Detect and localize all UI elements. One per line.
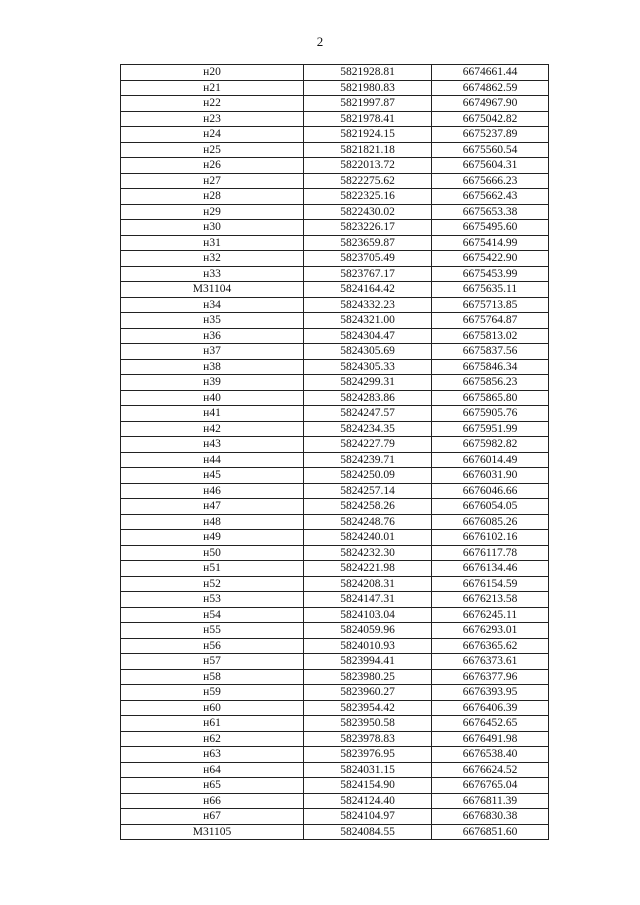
y-coordinate-cell: 6676491.98: [432, 731, 549, 747]
x-coordinate-cell: 5824305.69: [304, 344, 432, 360]
y-coordinate-cell: 6675414.99: [432, 235, 549, 251]
point-name-cell: н47: [121, 499, 304, 515]
table-row: [121, 421, 549, 437]
point-name-cell: н34: [121, 297, 304, 313]
y-coordinate-cell: 6676154.59: [432, 576, 549, 592]
page-number: 2: [316, 34, 324, 49]
table-row: [121, 793, 549, 809]
point-name-cell: н58: [121, 669, 304, 685]
y-coordinate-cell: 6676811.39: [432, 793, 549, 809]
point-name-cell: н29: [121, 204, 304, 220]
point-name-cell: н53: [121, 592, 304, 608]
x-coordinate-cell: 5821924.15: [304, 127, 432, 143]
point-name-cell: н49: [121, 530, 304, 546]
point-name-cell: н57: [121, 654, 304, 670]
x-coordinate-cell: 5824084.55: [304, 824, 432, 840]
y-coordinate-cell: 6675422.90: [432, 251, 549, 267]
x-coordinate-cell: 5824234.35: [304, 421, 432, 437]
y-coordinate-cell: 6675453.99: [432, 266, 549, 282]
table-row: [121, 390, 549, 406]
table-row: [121, 282, 549, 298]
y-coordinate-cell: 6675813.02: [432, 328, 549, 344]
table-row: [121, 561, 549, 577]
x-coordinate-cell: 5824232.30: [304, 545, 432, 561]
x-coordinate-cell: 5823978.83: [304, 731, 432, 747]
x-coordinate-cell: 5821978.41: [304, 111, 432, 127]
y-coordinate-cell: 6675951.99: [432, 421, 549, 437]
y-coordinate-cell: 6675837.56: [432, 344, 549, 360]
point-name-cell: н31: [121, 235, 304, 251]
y-coordinate-cell: 6676031.90: [432, 468, 549, 484]
table-row: [121, 375, 549, 391]
table-row: [121, 824, 549, 840]
table-row: [121, 142, 549, 158]
y-coordinate-cell: 6676851.60: [432, 824, 549, 840]
point-name-cell: н48: [121, 514, 304, 530]
table-row: [121, 731, 549, 747]
x-coordinate-cell: 5824031.15: [304, 762, 432, 778]
point-name-cell: н52: [121, 576, 304, 592]
table-row: [121, 158, 549, 174]
table-row: [121, 685, 549, 701]
x-coordinate-cell: 5824247.57: [304, 406, 432, 422]
table-row: [121, 173, 549, 189]
table-row: [121, 80, 549, 96]
y-coordinate-cell: 6674661.44: [432, 65, 549, 81]
x-coordinate-cell: 5823954.42: [304, 700, 432, 716]
point-name-cell: н44: [121, 452, 304, 468]
x-coordinate-cell: 5823705.49: [304, 251, 432, 267]
x-coordinate-cell: 5824305.33: [304, 359, 432, 375]
point-name-cell: н32: [121, 251, 304, 267]
table-row: [121, 344, 549, 360]
point-name-cell: н63: [121, 747, 304, 763]
y-coordinate-cell: 6676245.11: [432, 607, 549, 623]
point-name-cell: н59: [121, 685, 304, 701]
point-name-cell: М31104: [121, 282, 304, 298]
x-coordinate-cell: 5823976.95: [304, 747, 432, 763]
x-coordinate-cell: 5824227.79: [304, 437, 432, 453]
point-name-cell: н42: [121, 421, 304, 437]
table-row: [121, 406, 549, 422]
point-name-cell: н22: [121, 96, 304, 112]
x-coordinate-cell: 5824164.42: [304, 282, 432, 298]
y-coordinate-cell: 6676452.65: [432, 716, 549, 732]
x-coordinate-cell: 5824221.98: [304, 561, 432, 577]
table-row: [121, 716, 549, 732]
table-row: [121, 530, 549, 546]
table-row: [121, 328, 549, 344]
point-name-cell: н65: [121, 778, 304, 794]
y-coordinate-cell: 6676085.26: [432, 514, 549, 530]
point-name-cell: н25: [121, 142, 304, 158]
point-name-cell: н56: [121, 638, 304, 654]
y-coordinate-cell: 6675604.31: [432, 158, 549, 174]
x-coordinate-cell: 5822275.62: [304, 173, 432, 189]
x-coordinate-cell: 5824103.04: [304, 607, 432, 623]
y-coordinate-cell: 6676538.40: [432, 747, 549, 763]
y-coordinate-cell: 6675237.89: [432, 127, 549, 143]
x-coordinate-cell: 5824240.01: [304, 530, 432, 546]
table-row: [121, 266, 549, 282]
y-coordinate-cell: 6674862.59: [432, 80, 549, 96]
x-coordinate-cell: 5823226.17: [304, 220, 432, 236]
point-name-cell: н55: [121, 623, 304, 639]
table-row: [121, 545, 549, 561]
y-coordinate-cell: 6676765.04: [432, 778, 549, 794]
y-coordinate-cell: 6675666.23: [432, 173, 549, 189]
x-coordinate-cell: 5824283.86: [304, 390, 432, 406]
y-coordinate-cell: 6676624.52: [432, 762, 549, 778]
point-name-cell: н28: [121, 189, 304, 205]
x-coordinate-cell: 5824250.09: [304, 468, 432, 484]
y-coordinate-cell: 6675662.43: [432, 189, 549, 205]
y-coordinate-cell: 6675635.11: [432, 282, 549, 298]
table-row: [121, 468, 549, 484]
table-row: [121, 313, 549, 329]
table-row: [121, 607, 549, 623]
y-coordinate-cell: 6675560.54: [432, 142, 549, 158]
table-row: [121, 499, 549, 515]
point-name-cell: н54: [121, 607, 304, 623]
x-coordinate-cell: 5821980.83: [304, 80, 432, 96]
point-name-cell: н43: [121, 437, 304, 453]
y-coordinate-cell: 6676046.66: [432, 483, 549, 499]
point-name-cell: н46: [121, 483, 304, 499]
y-coordinate-cell: 6675495.60: [432, 220, 549, 236]
table-row: [121, 654, 549, 670]
table-row: [121, 127, 549, 143]
x-coordinate-cell: 5824258.26: [304, 499, 432, 515]
y-coordinate-cell: 6676134.46: [432, 561, 549, 577]
x-coordinate-cell: 5824239.71: [304, 452, 432, 468]
table-row: [121, 437, 549, 453]
y-coordinate-cell: 6676377.96: [432, 669, 549, 685]
table-row: [121, 700, 549, 716]
point-name-cell: н40: [121, 390, 304, 406]
y-coordinate-cell: 6676830.38: [432, 809, 549, 825]
point-name-cell: н35: [121, 313, 304, 329]
table-row: [121, 809, 549, 825]
point-name-cell: н21: [121, 80, 304, 96]
y-coordinate-cell: 6675982.82: [432, 437, 549, 453]
y-coordinate-cell: 6676054.05: [432, 499, 549, 515]
point-name-cell: н60: [121, 700, 304, 716]
y-coordinate-cell: 6675905.76: [432, 406, 549, 422]
x-coordinate-cell: 5824104.97: [304, 809, 432, 825]
table-row: [121, 189, 549, 205]
point-name-cell: н50: [121, 545, 304, 561]
y-coordinate-cell: 6676406.39: [432, 700, 549, 716]
point-name-cell: н62: [121, 731, 304, 747]
point-name-cell: н51: [121, 561, 304, 577]
table-row: [121, 297, 549, 313]
point-name-cell: н26: [121, 158, 304, 174]
x-coordinate-cell: 5823950.58: [304, 716, 432, 732]
point-name-cell: н66: [121, 793, 304, 809]
y-coordinate-cell: 6674967.90: [432, 96, 549, 112]
x-coordinate-cell: 5824299.31: [304, 375, 432, 391]
x-coordinate-cell: 5824332.23: [304, 297, 432, 313]
coordinates-table: [120, 64, 549, 840]
table-row: [121, 638, 549, 654]
table-row: [121, 778, 549, 794]
y-coordinate-cell: 6675653.38: [432, 204, 549, 220]
y-coordinate-cell: 6676213.58: [432, 592, 549, 608]
table-row: [121, 251, 549, 267]
y-coordinate-cell: 6675042.82: [432, 111, 549, 127]
y-coordinate-cell: 6676393.95: [432, 685, 549, 701]
point-name-cell: н41: [121, 406, 304, 422]
x-coordinate-cell: 5823960.27: [304, 685, 432, 701]
point-name-cell: н64: [121, 762, 304, 778]
table-row: [121, 592, 549, 608]
y-coordinate-cell: 6675846.34: [432, 359, 549, 375]
x-coordinate-cell: 5824321.00: [304, 313, 432, 329]
y-coordinate-cell: 6676293.01: [432, 623, 549, 639]
table-row: [121, 96, 549, 112]
point-name-cell: н33: [121, 266, 304, 282]
point-name-cell: М31105: [121, 824, 304, 840]
table-row: [121, 359, 549, 375]
x-coordinate-cell: 5824147.31: [304, 592, 432, 608]
y-coordinate-cell: 6676102.16: [432, 530, 549, 546]
point-name-cell: н23: [121, 111, 304, 127]
point-name-cell: н45: [121, 468, 304, 484]
point-name-cell: н38: [121, 359, 304, 375]
table-row: [121, 220, 549, 236]
x-coordinate-cell: 5824154.90: [304, 778, 432, 794]
point-name-cell: н37: [121, 344, 304, 360]
x-coordinate-cell: 5824124.40: [304, 793, 432, 809]
x-coordinate-cell: 5821997.87: [304, 96, 432, 112]
x-coordinate-cell: 5824208.31: [304, 576, 432, 592]
y-coordinate-cell: 6676373.61: [432, 654, 549, 670]
table-row: [121, 235, 549, 251]
point-name-cell: н30: [121, 220, 304, 236]
coordinates-table-body: [121, 65, 549, 840]
y-coordinate-cell: 6675764.87: [432, 313, 549, 329]
y-coordinate-cell: 6676014.49: [432, 452, 549, 468]
table-row: [121, 623, 549, 639]
point-name-cell: н67: [121, 809, 304, 825]
x-coordinate-cell: 5824248.76: [304, 514, 432, 530]
table-row: [121, 111, 549, 127]
point-name-cell: н20: [121, 65, 304, 81]
x-coordinate-cell: 5824010.93: [304, 638, 432, 654]
x-coordinate-cell: 5824059.96: [304, 623, 432, 639]
table-row: [121, 762, 549, 778]
y-coordinate-cell: 6675865.80: [432, 390, 549, 406]
y-coordinate-cell: 6675713.85: [432, 297, 549, 313]
table-row: [121, 747, 549, 763]
x-coordinate-cell: 5821928.81: [304, 65, 432, 81]
x-coordinate-cell: 5822430.02: [304, 204, 432, 220]
x-coordinate-cell: 5823980.25: [304, 669, 432, 685]
point-name-cell: н61: [121, 716, 304, 732]
point-name-cell: н39: [121, 375, 304, 391]
table-row: [121, 452, 549, 468]
table-row: [121, 669, 549, 685]
x-coordinate-cell: 5823659.87: [304, 235, 432, 251]
x-coordinate-cell: 5823767.17: [304, 266, 432, 282]
table-row: [121, 65, 549, 81]
x-coordinate-cell: 5824257.14: [304, 483, 432, 499]
x-coordinate-cell: 5822325.16: [304, 189, 432, 205]
point-name-cell: н24: [121, 127, 304, 143]
y-coordinate-cell: 6675856.23: [432, 375, 549, 391]
table-row: [121, 483, 549, 499]
x-coordinate-cell: 5824304.47: [304, 328, 432, 344]
point-name-cell: н27: [121, 173, 304, 189]
y-coordinate-cell: 6676365.62: [432, 638, 549, 654]
point-name-cell: н36: [121, 328, 304, 344]
y-coordinate-cell: 6676117.78: [432, 545, 549, 561]
x-coordinate-cell: 5821821.18: [304, 142, 432, 158]
table-row: [121, 514, 549, 530]
table-row: [121, 576, 549, 592]
table-row: [121, 204, 549, 220]
x-coordinate-cell: 5823994.41: [304, 654, 432, 670]
x-coordinate-cell: 5822013.72: [304, 158, 432, 174]
